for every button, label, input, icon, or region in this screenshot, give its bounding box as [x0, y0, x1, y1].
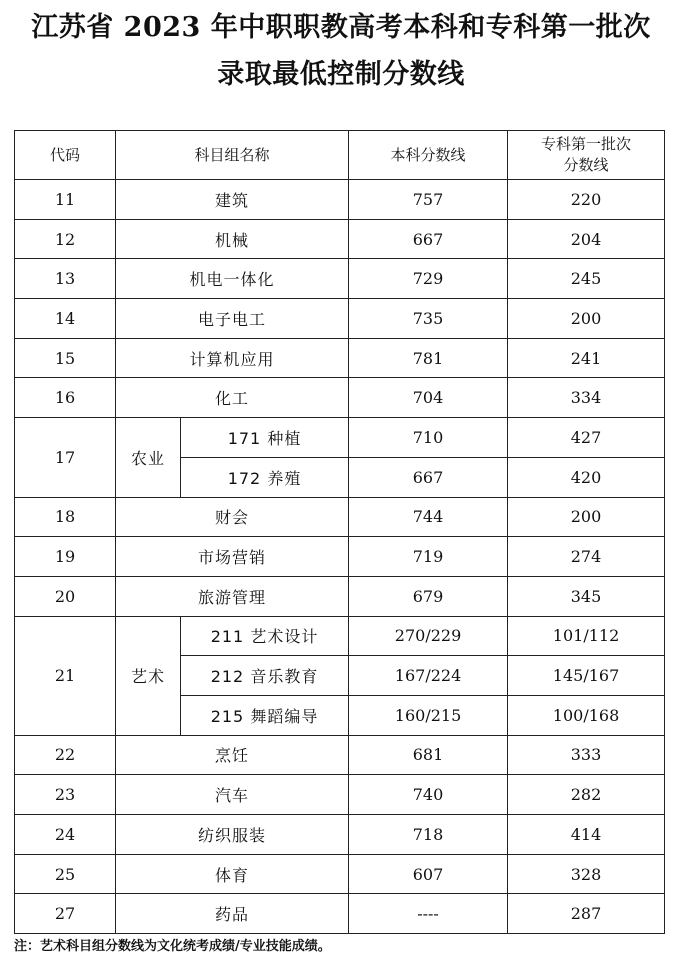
cell-undergrad: 667 — [349, 457, 508, 497]
cell-name: 电子电工 — [116, 299, 349, 339]
table-row — [15, 854, 665, 894]
cell-code: 16 — [15, 378, 116, 418]
table-row — [15, 299, 665, 339]
cell-undergrad: 744 — [349, 497, 508, 537]
cell-undergrad: 729 — [349, 259, 508, 299]
cell-college: 200 — [508, 497, 665, 537]
cell-code: 21 — [15, 616, 116, 735]
cell-sub-name: 212 音乐教育 — [181, 656, 349, 696]
table-row — [15, 576, 665, 616]
cell-group-name: 艺术 — [116, 616, 181, 735]
cell-college: 333 — [508, 735, 665, 775]
table-row — [15, 180, 665, 220]
cell-code: 22 — [15, 735, 116, 775]
cell-sub-name: 211 艺术设计 — [181, 616, 349, 656]
table-row — [15, 338, 665, 378]
cell-college: 345 — [508, 576, 665, 616]
cell-college: 101/112 — [508, 616, 665, 656]
table-row — [15, 418, 665, 458]
cell-name: 机电一体化 — [116, 259, 349, 299]
cell-sub-name: 171 种植 — [181, 418, 349, 458]
cell-college: 145/167 — [508, 656, 665, 696]
header-college — [508, 131, 665, 180]
cell-college: 204 — [508, 219, 665, 259]
table-row — [15, 378, 665, 418]
cell-undergrad: 704 — [349, 378, 508, 418]
cell-code: 25 — [15, 854, 116, 894]
table-row — [15, 616, 665, 656]
cell-name: 建筑 — [116, 180, 349, 220]
table-header-row — [15, 131, 665, 180]
cell-college: 220 — [508, 180, 665, 220]
cell-college: 241 — [508, 338, 665, 378]
cell-undergrad: 757 — [349, 180, 508, 220]
cell-college: 334 — [508, 378, 665, 418]
cell-code: 23 — [15, 775, 116, 815]
cell-college: 287 — [508, 894, 665, 934]
cell-name: 旅游管理 — [116, 576, 349, 616]
page-title: 江苏省 2023 年中职职教高考本科和专科第一批次 — [31, 12, 651, 43]
cell-college: 245 — [508, 259, 665, 299]
cell-undergrad: 679 — [349, 576, 508, 616]
cell-sub-name: 172 养殖 — [181, 457, 349, 497]
table-row — [15, 219, 665, 259]
page-subtitle: 录取最低控制分数线 — [217, 59, 465, 90]
cell-undergrad: 735 — [349, 299, 508, 339]
header-undergrad: 本科分数线 — [349, 131, 508, 180]
cell-name: 药品 — [116, 894, 349, 934]
cell-undergrad: 781 — [349, 338, 508, 378]
header-code: 代码 — [15, 131, 116, 180]
cell-college: 427 — [508, 418, 665, 458]
cell-undergrad: 740 — [349, 775, 508, 815]
cell-code: 24 — [15, 815, 116, 855]
header-college-line1: 专科第一批次 — [541, 135, 632, 153]
cell-undergrad: 167/224 — [349, 656, 508, 696]
cell-name: 机械 — [116, 219, 349, 259]
table-row — [15, 259, 665, 299]
cell-code: 20 — [15, 576, 116, 616]
footnote: 注：艺术科目组分数线为文化统考成绩/专业技能成绩。 — [14, 939, 331, 954]
table-row — [15, 537, 665, 577]
header-college-line2: 分数线 — [563, 156, 609, 174]
cell-code: 27 — [15, 894, 116, 934]
cell-code: 11 — [15, 180, 116, 220]
table-row — [15, 497, 665, 537]
cell-college: 100/168 — [508, 695, 665, 735]
cell-college: 328 — [508, 854, 665, 894]
cell-college: 274 — [508, 537, 665, 577]
cell-code: 17 — [15, 418, 116, 497]
cell-undergrad: 710 — [349, 418, 508, 458]
table-row — [15, 894, 665, 934]
cell-name: 体育 — [116, 854, 349, 894]
cell-code: 13 — [15, 259, 116, 299]
cell-code: 15 — [15, 338, 116, 378]
cell-college: 200 — [508, 299, 665, 339]
cell-undergrad: 719 — [349, 537, 508, 577]
cell-sub-name: 215 舞蹈编导 — [181, 695, 349, 735]
table-row — [15, 815, 665, 855]
cell-group-name: 农业 — [116, 418, 181, 497]
cell-code: 18 — [15, 497, 116, 537]
table-row — [15, 735, 665, 775]
cell-code: 19 — [15, 537, 116, 577]
score-table — [14, 130, 665, 934]
cell-undergrad: 607 — [349, 854, 508, 894]
cell-name: 汽车 — [116, 775, 349, 815]
cell-undergrad: 667 — [349, 219, 508, 259]
cell-undergrad: ---- — [349, 894, 508, 934]
cell-undergrad: 160/215 — [349, 695, 508, 735]
cell-college: 420 — [508, 457, 665, 497]
cell-name: 计算机应用 — [116, 338, 349, 378]
cell-college: 282 — [508, 775, 665, 815]
cell-name: 市场营销 — [116, 537, 349, 577]
cell-code: 12 — [15, 219, 116, 259]
cell-code: 14 — [15, 299, 116, 339]
header-subject-group: 科目组名称 — [116, 131, 349, 180]
cell-name: 烹饪 — [116, 735, 349, 775]
cell-undergrad: 718 — [349, 815, 508, 855]
cell-name: 化工 — [116, 378, 349, 418]
table-row — [15, 775, 665, 815]
cell-name: 财会 — [116, 497, 349, 537]
cell-undergrad: 270/229 — [349, 616, 508, 656]
cell-college: 414 — [508, 815, 665, 855]
cell-undergrad: 681 — [349, 735, 508, 775]
cell-name: 纺织服装 — [116, 815, 349, 855]
